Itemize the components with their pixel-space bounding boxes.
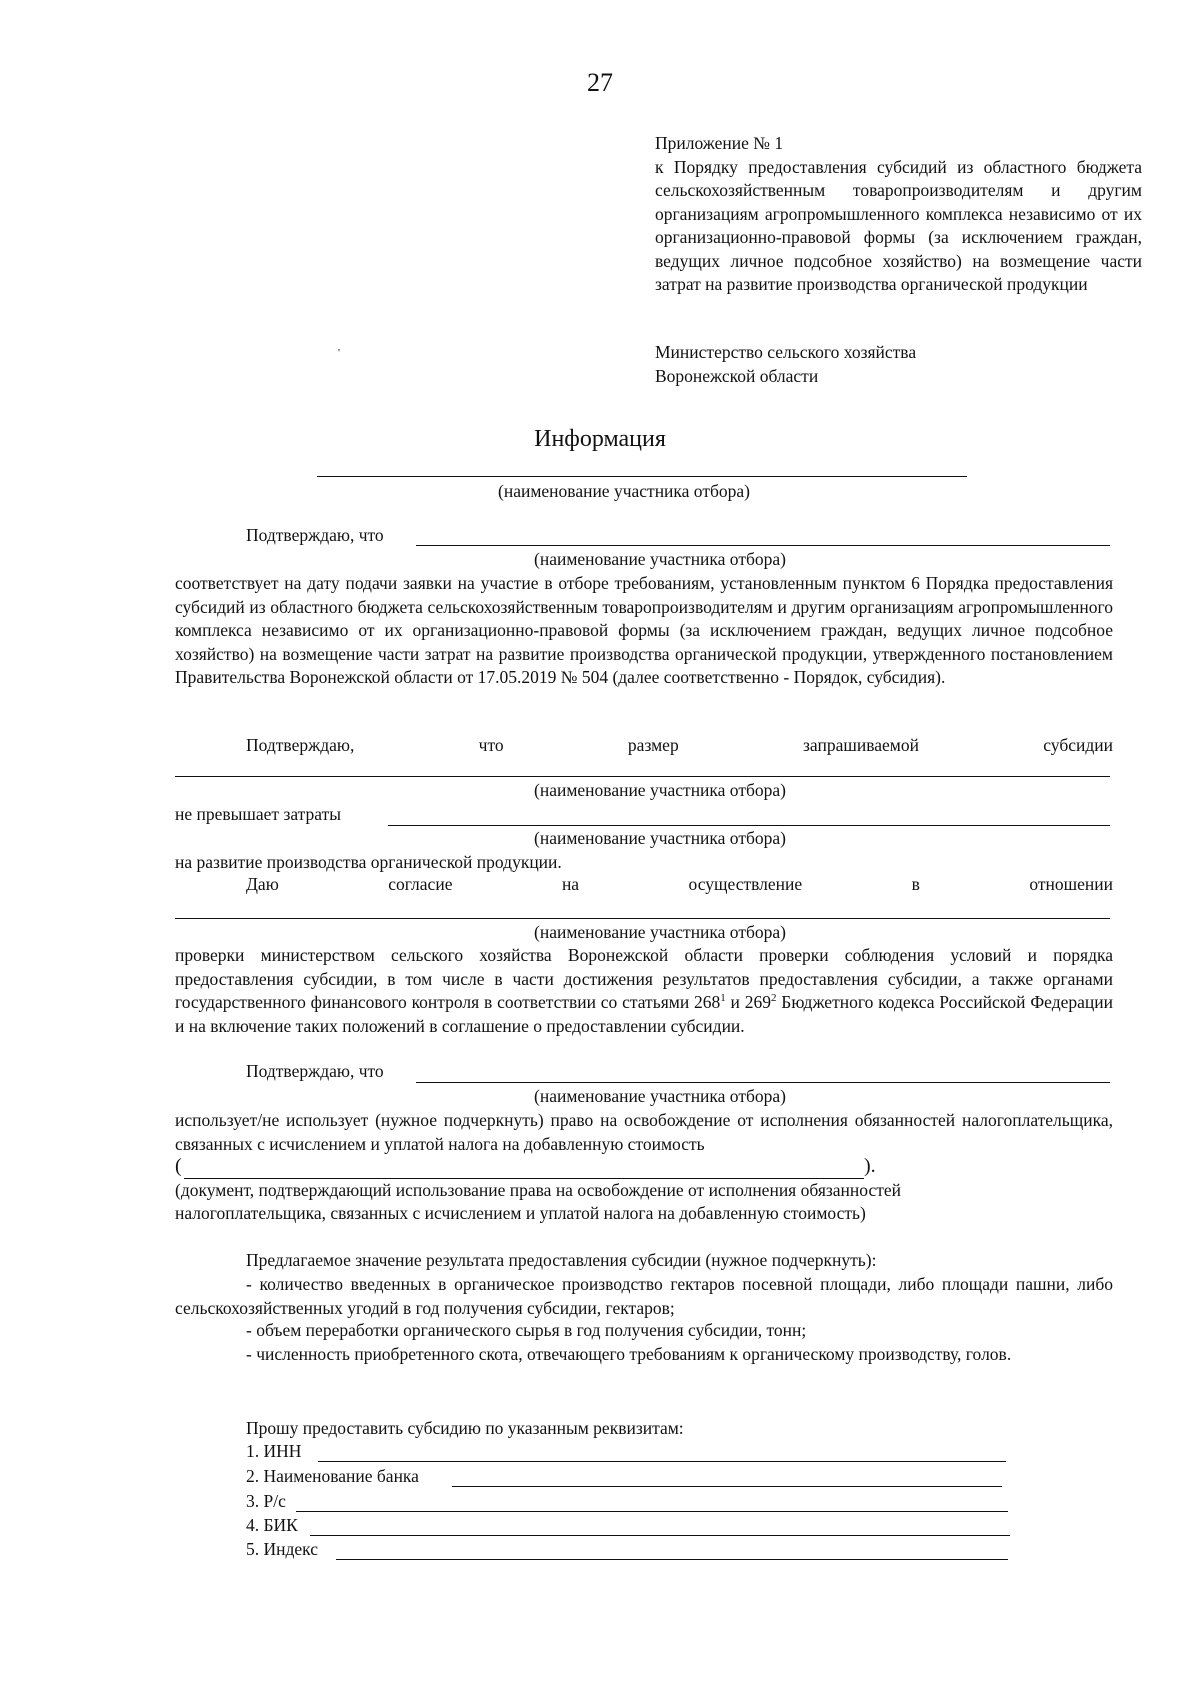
requisite-account-line: [296, 1511, 1008, 1512]
vat-doc-caption-2: налогоплательщика, связанных с исчислением и уплатой налога на добавленную стоимость): [175, 1203, 866, 1223]
size-caption: (наименование участника отбора): [534, 780, 786, 800]
size-word-5: субсидии: [1043, 735, 1113, 755]
participant-caption: (наименование участника отбора): [498, 481, 750, 501]
result-item-3: - численность приобретенного скота, отвечающего требованиям к органическому производству, голов.: [246, 1344, 1012, 1364]
requisite-inn-label: 1. ИНН: [246, 1441, 302, 1461]
appendix-description: к Порядку предоставления субсидий из областного бюджета сельскохозяйственным товаропроизводителям и другим организациям агропромышленного комплекса независимо от их организационно-правовой формы (за исключением граждан, ведущих личное подсобное хозяйство) на возмещение части затрат на развитие производства органической продукции: [655, 156, 1142, 294]
vat-open-paren: (: [175, 1155, 182, 1177]
requisite-bik-label: 4. БИК: [246, 1515, 298, 1535]
consent-word-6: отношении: [1029, 874, 1113, 894]
result-item-1: - количество введенных в органическое производство гектаров посевной площади, либо площади пашни, либо сельскохозяйственных угодий в год получения субсидии, гектаров;: [175, 1274, 1113, 1318]
size-word-1: Подтверждаю,: [246, 735, 355, 755]
consent-paragraph: проверки министерством сельского хозяйства Воронежской области проверки соблюдения условий и порядка предоставления субсидии, в том числе в части достижения результатов предоставления субсидии, а также органами государственного финансового контроля в соответствии со статьями $268^1$ и $269^2$ Бюджетного кодекса Российской Федерации и на включение таких положений в соглашение о предоставлении субсидии.: [175, 945, 1113, 1036]
recipient-line-2: Воронежской области: [655, 365, 819, 386]
article-268-superscript: 1: [720, 992, 726, 1005]
size-word-2: что: [478, 735, 504, 755]
confirm-prefix: Подтверждаю, что: [246, 525, 384, 545]
requisite-account-label: 3. Р/с: [246, 1491, 286, 1511]
confirm-caption: (наименование участника отбора): [534, 549, 786, 569]
vat-caption: (наименование участника отбора): [534, 1086, 786, 1106]
requisite-bank-label: 2. Наименование банка: [246, 1466, 419, 1486]
size-word-3: размер: [627, 735, 679, 755]
recipient-block: [655, 341, 1142, 388]
consent-word-3: на: [561, 874, 580, 894]
size-participant-line: [175, 776, 1110, 777]
compliance-paragraph: соответствует на дату подачи заявки на участие в отборе требованиям, установленным пунктом 6 Порядка предоставления субсидий из областного бюджета сельскохозяйственным товаропроизводителям и другим организациям агропромышленного комплекса независимо от их организационно-правовой формы (за исключением граждан, ведущих личное подсобное хозяйство) на возмещение части затрат на развитие производства органической продукции, утвержденного постановлением Правительства Воронежской области от 17.05.2019 № 504 (далее соответственно - Порядок, субсидия).: [175, 573, 1113, 688]
page-number: 27: [587, 68, 613, 97]
vat-document-line: [184, 1178, 864, 1179]
consent-word-5: в: [911, 874, 920, 894]
subsidy-size-line: [246, 734, 1113, 758]
consent-word-1: Даю: [246, 874, 279, 894]
vat-prefix: Подтверждаю, что: [246, 1061, 384, 1081]
requisite-bank-line: [452, 1486, 1002, 1487]
article-269-superscript: 2: [771, 992, 777, 1005]
vat-close-paren: ).: [864, 1155, 876, 1177]
scan-mark: ': [338, 347, 340, 359]
document-title: Информация: [534, 426, 666, 452]
consent-caption: (наименование участника отбора): [534, 922, 786, 942]
not-exceed-line: [388, 825, 1110, 826]
requisite-inn-line: [318, 1461, 1006, 1462]
requisites-intro: Прошу предоставить субсидию по указанным реквизитам:: [246, 1418, 684, 1438]
vat-paragraph: использует/не использует (нужное подчеркнуть) право на освобождение от исполнения обязанностей налогоплательщика, связанных с исчислением и уплатой налога на добавленную стоимость: [175, 1110, 1113, 1154]
consent-participant-line: [175, 918, 1110, 919]
requisite-index-line: [336, 1559, 1008, 1560]
result-item-2: - объем переработки органического сырья в год получения субсидии, тонн;: [246, 1320, 807, 1340]
consent-line: [246, 873, 1113, 897]
confirm-participant-line: [416, 545, 1110, 546]
size-word-4: запрашиваемой: [803, 735, 919, 755]
result-intro: Предлагаемое значение результата предоставления субсидии (нужное подчеркнуть):: [246, 1250, 877, 1270]
requisite-index-label: 5. Индекс: [246, 1539, 319, 1559]
requisite-bik-line: [310, 1535, 1010, 1536]
not-exceed-label: не превышает затраты: [175, 804, 342, 824]
appendix-header: [655, 132, 1142, 297]
appendix-number: Приложение № 1: [655, 133, 784, 153]
participant-name-line: [317, 476, 967, 477]
recipient-line-1: Министерство сельского хозяйства: [655, 342, 917, 362]
consent-word-4: осуществление: [688, 874, 803, 894]
not-exceed-caption: (наименование участника отбора): [534, 828, 786, 848]
development-label: на развитие производства органической продукции.: [175, 852, 562, 872]
consent-word-2: согласие: [388, 874, 453, 894]
vat-doc-caption-1: (документ, подтверждающий использование права на освобождение от исполнения обязанностей: [175, 1180, 902, 1200]
vat-participant-line: [416, 1082, 1110, 1083]
